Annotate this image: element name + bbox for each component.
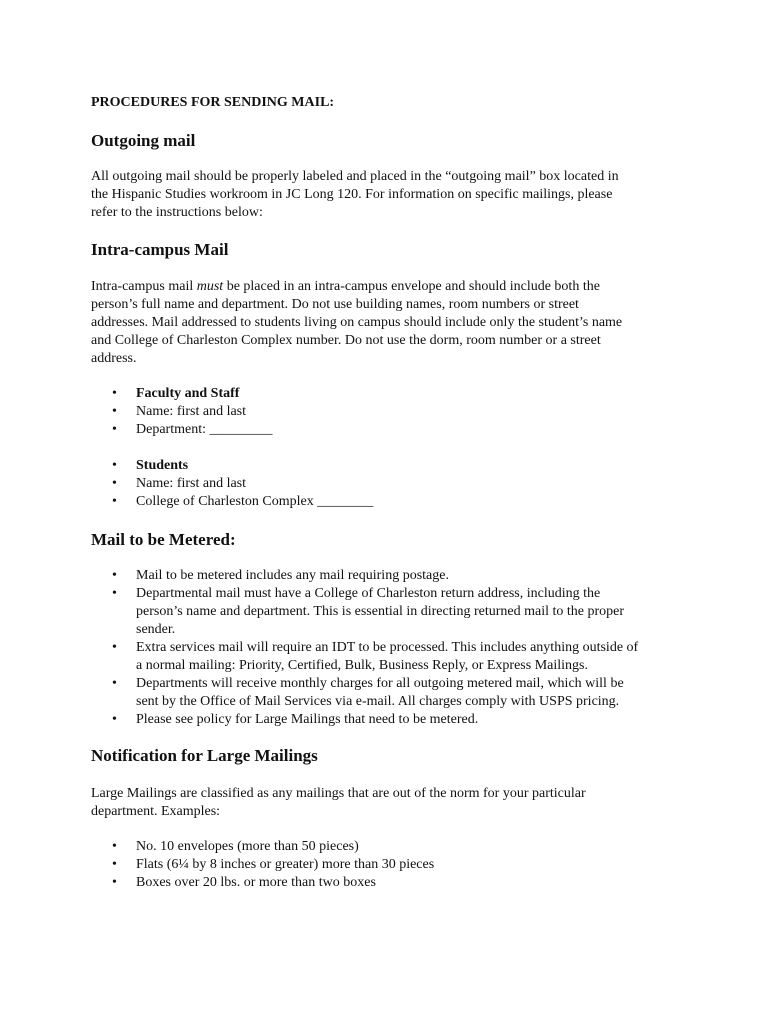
bullet-icon: •: [112, 875, 117, 890]
bullet-icon: •: [112, 494, 117, 509]
list-item: [91, 639, 691, 675]
faculty-staff-list: [91, 385, 691, 439]
list-item: [91, 457, 691, 475]
list-item: [91, 711, 691, 729]
students-list: [91, 457, 691, 511]
list-item: [91, 493, 691, 511]
list-item: [91, 856, 691, 874]
large-line-2: department. Examples:: [91, 804, 221, 819]
list-item: [91, 385, 691, 403]
list-item-line: Departmental mail must have a College of Charleston return address, including the: [136, 586, 601, 601]
intra-campus-heading: Intra-campus Mail: [91, 240, 229, 259]
bullet-icon: •: [112, 458, 117, 473]
bullet-icon: •: [112, 586, 117, 601]
outgoing-line-3: refer to the instructions below:: [91, 205, 263, 220]
bullet-icon: •: [112, 422, 117, 437]
list-item-line: Extra services mail will require an IDT to be processed. This includes anything outside of: [136, 640, 639, 655]
list-item-line: Departments will receive monthly charges for all outgoing metered mail, which will be: [136, 676, 624, 691]
bullet-icon: •: [112, 712, 117, 727]
bullet-icon: •: [112, 476, 117, 491]
intra-line-1: [91, 278, 681, 296]
students-label: Students: [136, 458, 189, 473]
intra-line-1-post: be placed in an intra-campus envelope and should include both the: [223, 279, 600, 294]
list-item-text: Flats (6¼ by 8 inches or greater) more than 30 pieces: [136, 857, 435, 872]
large-mailings-list: [91, 838, 691, 892]
intra-line-4: and College of Charleston Complex number. Do not use the dorm, room number or a street: [91, 333, 601, 348]
list-item-text: Name: first and last: [136, 404, 247, 419]
intra-campus-paragraph: [91, 278, 681, 368]
intra-line-1-pre: Intra-campus mail: [91, 279, 197, 294]
outgoing-line-2: the Hispanic Studies workroom in JC Long 120. For information on specific mailings, please: [91, 187, 613, 202]
list-item-line: a normal mailing: Priority, Certified, Bulk, Business Reply, or Express Mailings.: [136, 658, 588, 673]
bullet-icon: •: [112, 839, 117, 854]
list-item: [91, 874, 691, 892]
list-item: [91, 475, 691, 493]
outgoing-mail-paragraph: [91, 168, 681, 222]
list-item: [91, 675, 691, 711]
page-title: PROCEDURES FOR SENDING MAIL:: [91, 95, 335, 110]
intra-line-5: address.: [91, 351, 137, 366]
list-item-line: Mail to be metered includes any mail requiring postage.: [136, 568, 449, 583]
list-item: [91, 421, 691, 439]
list-item-line: sent by the Office of Mail Services via e-mail. All charges comply with USPS pricing.: [136, 694, 620, 709]
intra-line-3: addresses. Mail addressed to students living on campus should include only the student’s name: [91, 315, 623, 330]
large-line-1: Large Mailings are classified as any mailings that are out of the norm for your particular: [91, 786, 586, 801]
bullet-icon: •: [112, 640, 117, 655]
outgoing-line-1: All outgoing mail should be properly labeled and placed in the “outgoing mail” box located in: [91, 169, 619, 184]
metered-list: [91, 567, 691, 729]
list-item-text: College of Charleston Complex ________: [136, 494, 374, 509]
list-item-line: person’s name and department. This is essential in directing returned mail to the proper: [136, 604, 625, 619]
bullet-icon: •: [112, 404, 117, 419]
faculty-staff-label: Faculty and Staff: [136, 386, 240, 401]
bullet-icon: •: [112, 386, 117, 401]
list-item-text: Name: first and last: [136, 476, 247, 491]
list-item: [91, 403, 691, 421]
list-item: [91, 567, 691, 585]
list-item-text: Boxes over 20 lbs. or more than two boxes: [136, 875, 376, 890]
outgoing-mail-heading: Outgoing mail: [91, 131, 196, 150]
intra-line-2: person’s full name and department. Do not use building names, room numbers or street: [91, 297, 579, 312]
metered-heading: Mail to be Metered:: [91, 530, 236, 549]
list-item: [91, 585, 691, 639]
list-item-line: sender.: [136, 622, 176, 637]
list-item: [91, 838, 691, 856]
large-mailings-heading: Notification for Large Mailings: [91, 746, 318, 765]
bullet-icon: •: [112, 676, 117, 691]
bullet-icon: •: [112, 568, 117, 583]
list-item-line: Please see policy for Large Mailings that need to be metered.: [136, 712, 479, 727]
bullet-icon: •: [112, 857, 117, 872]
large-mailings-paragraph: [91, 785, 681, 821]
list-item-text: No. 10 envelopes (more than 50 pieces): [136, 839, 359, 854]
list-item-text: Department: _________: [136, 422, 273, 437]
intra-line-1-emphasis: must: [196, 279, 224, 294]
